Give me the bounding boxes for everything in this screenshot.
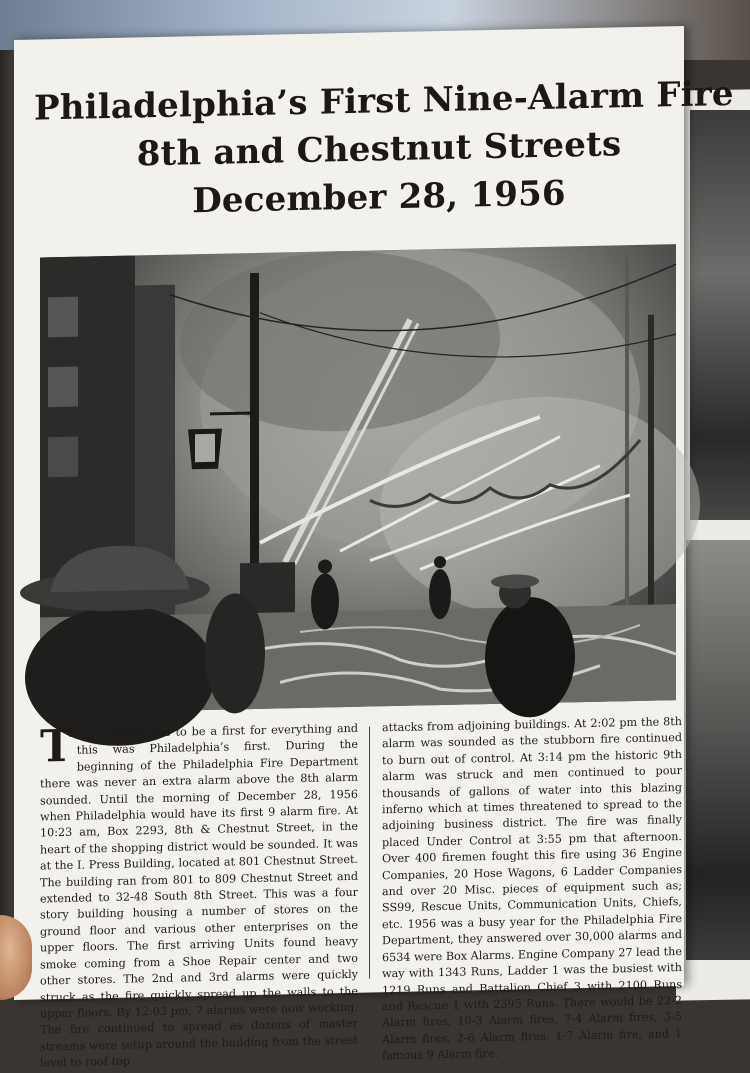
left-column-text: here always has to be a first for everything and this was Philadelphia’s first. During the beginning of the Philadelphia Fire Department there was never an extra alarm above the 8th alarm sounded. Until the morning of December 28, 1956 when Philadelphia would have its first 9 alarm fire. At 10:23 am, Box 2293, 8th & Chestnut Street, in the heart of the shopping district would be sounded. It was at the I. Press Building, located at 801 Chestnut Street. The building ran from 801 to 809 Chestnut Street and extended to 32-48 South 8th Street. This was a four story building housing a number of stores on the ground floor and various other enterprises on the upper floors. The first arriving Units found heavy smoke coming from a Shoe Repair center and two other stores. The 2nd and 3rd alarms were quickly struck as the fire quickly spread up the walls to the upper floors. By 12:03 pm, 7 alarms were now working. The fire continued to spread as dozens of master streams were setup around the building from the street level to roof top (40, 721, 358, 1070)
article-body (40, 714, 682, 1070)
title-line-1: Philadelphia’s First Nine-Alarm Fire (34, 73, 734, 129)
right-column-text: attacks from adjoining buildings. At 2:02 pm the 8th alarm was sounded as the stubborn fire continued to burn out of control. At 3:14 pm the historic 9th alarm was struck and men continued to pour thousands of gallons of water into this blazing inferno which at times threatened to spread to the adjoining business district. The fire was finally placed Under Control at 3:55 pm that afternoon. Over 400 firemen fought this fire using 36 Engine Companies, 20 Hose Wagons, 6 Ladder Companies and over 20 Misc. pieces of equipment such as; SS99, Rescue Units, Communication Units, Chiefs, etc. 1956 was a busy year for the Philadelphia Fire Department, they answered over 30,000 alarms and 6534 were Box Alarms. Engine Company 27 lead the way with 1343 Runs, Ladder 1 was the busiest with 1219 Runs and Battalion Chief 3 with 2100 Runs and Rescue 1 with 2395 Runs. There would be 22-2 Alarm fires, 10-3 Alarm fires, 7-4 Alarm fires, 3-5 Alarm fires, 2-6 Alarm fires, 1-7 Alarm fire, and 1 famous 9 Alarm fire. (382, 715, 682, 1063)
article-column-right (382, 714, 682, 1063)
book-page (14, 26, 734, 1070)
title-line-2: 8th and Chestnut Streets (136, 124, 622, 175)
page-title (34, 70, 734, 228)
article-column-left (40, 720, 358, 1070)
facing-page-photo-bottom (686, 540, 750, 960)
title-line-3: December 28, 1956 (192, 173, 566, 222)
drop-cap: T (40, 720, 73, 773)
fire-scene-photo (40, 244, 676, 713)
column-divider (369, 727, 370, 979)
fire-scene-illustration (40, 244, 676, 713)
